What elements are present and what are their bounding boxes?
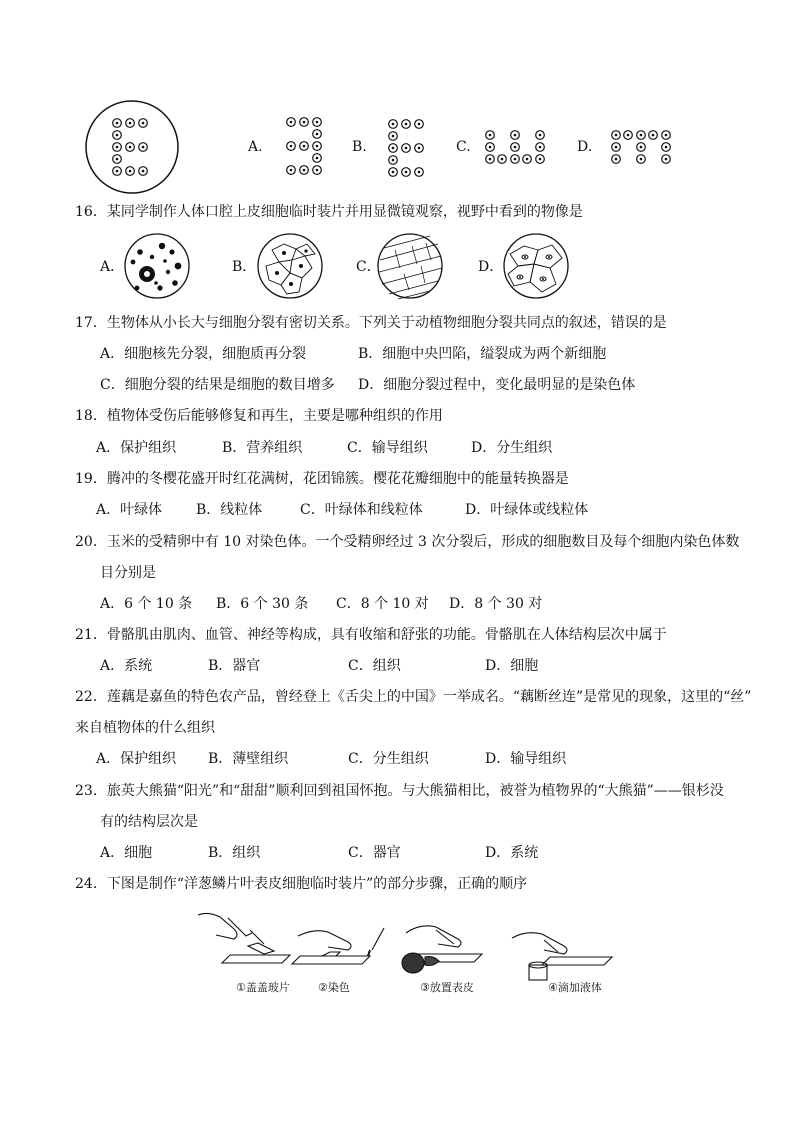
q18-option-d[interactable]: D．分生组织	[471, 440, 553, 456]
step1-caption: ①盖盖玻片	[236, 981, 290, 994]
q20-option-a[interactable]: A．6 个 10 条	[100, 596, 193, 612]
q19-option-d[interactable]: D．叶绿体或线粒体	[465, 502, 589, 518]
q22-option-b[interactable]: B．薄壁组织	[208, 751, 289, 767]
q18-option-b[interactable]: B．营养组织	[222, 440, 303, 456]
option-d-plant-cells-icon	[504, 234, 568, 298]
step3-place-epidermis-icon	[402, 926, 482, 973]
q24-steps-figure	[0, 905, 794, 1000]
option-a-dark-particles-icon	[125, 234, 189, 298]
q22-stem-line2: 来自植物体的什么组织	[75, 720, 215, 736]
option-b-e-icon	[389, 120, 424, 177]
q21-option-a[interactable]: A．系统	[100, 658, 153, 674]
step1-cover-slip-icon	[198, 913, 290, 963]
step2-staining-icon	[292, 928, 384, 964]
q23-option-d[interactable]: D．系统	[485, 845, 539, 861]
option-c-elongated-cells-icon	[378, 234, 442, 299]
option-c-upward-e-icon	[486, 131, 545, 164]
option-a-reversed-e-icon	[287, 118, 322, 175]
step4-caption: ④滴加液体	[548, 981, 602, 994]
step4-add-liquid-icon	[512, 933, 612, 980]
q18-option-c[interactable]: C．输导组织	[347, 440, 428, 456]
q21-option-b[interactable]: B．器官	[208, 658, 261, 674]
q23-option-a[interactable]: A．细胞	[100, 845, 153, 861]
q20-stem-line2: 目分别是	[100, 565, 156, 581]
q16-option-d[interactable]: D．	[478, 259, 504, 275]
q24-stem: 24．下图是制作“洋葱鳞片叶表皮细胞临时装片”的部分步骤，正确的顺序	[75, 876, 528, 892]
q20-option-c[interactable]: C．8 个 10 对	[336, 596, 429, 612]
q22-option-c[interactable]: C．分生组织	[348, 751, 429, 767]
option-d-downward-e-icon	[612, 131, 671, 164]
q21-option-c[interactable]: C．组织	[348, 658, 401, 674]
q15-option-c[interactable]: C.	[456, 139, 471, 155]
q19-option-c[interactable]: C．叶绿体和线粒体	[300, 502, 423, 518]
step2-caption: ②染色	[318, 981, 350, 994]
q15-option-a[interactable]: A.	[248, 139, 263, 155]
q19-option-a[interactable]: A．叶绿体	[96, 502, 163, 518]
q20-stem-line1: 20．玉米的受精卵中有 10 对染色体。一个受精卵经过 3 次分裂后，形成的细胞数目及每个细胞内染色体数	[75, 534, 740, 550]
q17-option-a[interactable]: A．细胞核先分裂，细胞质再分裂	[100, 346, 307, 362]
q16-option-a[interactable]: A．	[100, 259, 125, 275]
q18-stem: 18．植物体受伤后能够修复和再生，主要是哪种组织的作用	[75, 408, 443, 424]
q20-option-b[interactable]: B．6 个 30 条	[216, 596, 309, 612]
q22-stem-line1: 22．莲藕是嘉鱼的特色农产品，曾经登上《舌尖上的中国》一举成名。“藕断丝连”是常见的现象，这里的“丝”	[75, 689, 752, 705]
q23-stem-line1: 23．旅英大熊猫“阳光”和“甜甜”顺利回到祖国怀抱。与大熊猫相比，被誉为植物界的“大熊猫”——银杉没	[75, 783, 724, 799]
q16-figure-row	[0, 230, 794, 302]
q22-option-d[interactable]: D．输导组织	[485, 751, 567, 767]
q15-figure-row	[0, 95, 794, 195]
q23-stem-line2: 有的结构层次是	[100, 814, 198, 830]
q21-option-d[interactable]: D．细胞	[485, 658, 539, 674]
q16-stem: 16．某同学制作人体口腔上皮细胞临时装片并用显微镜观察，视野中看到的物像是	[75, 204, 583, 220]
q15-option-d[interactable]: D.	[577, 139, 593, 155]
q17-option-b[interactable]: B．细胞中央凹陷，缢裂成为两个新细胞	[358, 346, 607, 362]
q15-option-b[interactable]: B.	[352, 139, 367, 155]
q23-option-b[interactable]: B．组织	[208, 845, 261, 861]
q21-stem: 21．骨骼肌由肌肉、血管、神经等构成，具有收缩和舒张的功能。骨骼肌在人体结构层次中属于	[75, 627, 667, 643]
q17-stem: 17．生物体从小长大与细胞分裂有密切关系。下列关于动植物细胞分裂共同点的叙述，错误的是	[75, 315, 667, 331]
q17-option-c[interactable]: C．细胞分裂的结果是细胞的数目增多	[100, 377, 335, 393]
step3-caption: ③放置表皮	[420, 981, 474, 994]
q18-option-a[interactable]: A．保护组织	[96, 440, 177, 456]
q17-option-d[interactable]: D．细胞分裂过程中，变化最明显的是染色体	[358, 377, 636, 393]
q19-option-b[interactable]: B．线粒体	[196, 502, 263, 518]
q16-option-c[interactable]: C．	[356, 259, 381, 275]
q23-option-c[interactable]: C．器官	[348, 845, 401, 861]
q22-option-a[interactable]: A．保护组织	[96, 751, 177, 767]
q20-option-d[interactable]: D．8 个 30 对	[449, 596, 543, 612]
q19-stem: 19．腾冲的冬樱花盛开时红花满树，花团锦簇。樱花花瓣细胞中的能量转换器是	[75, 471, 569, 487]
option-b-oral-epithelial-cells-icon	[258, 234, 322, 298]
microscope-field-e-icon	[86, 101, 178, 193]
q16-option-b[interactable]: B．	[232, 259, 257, 275]
